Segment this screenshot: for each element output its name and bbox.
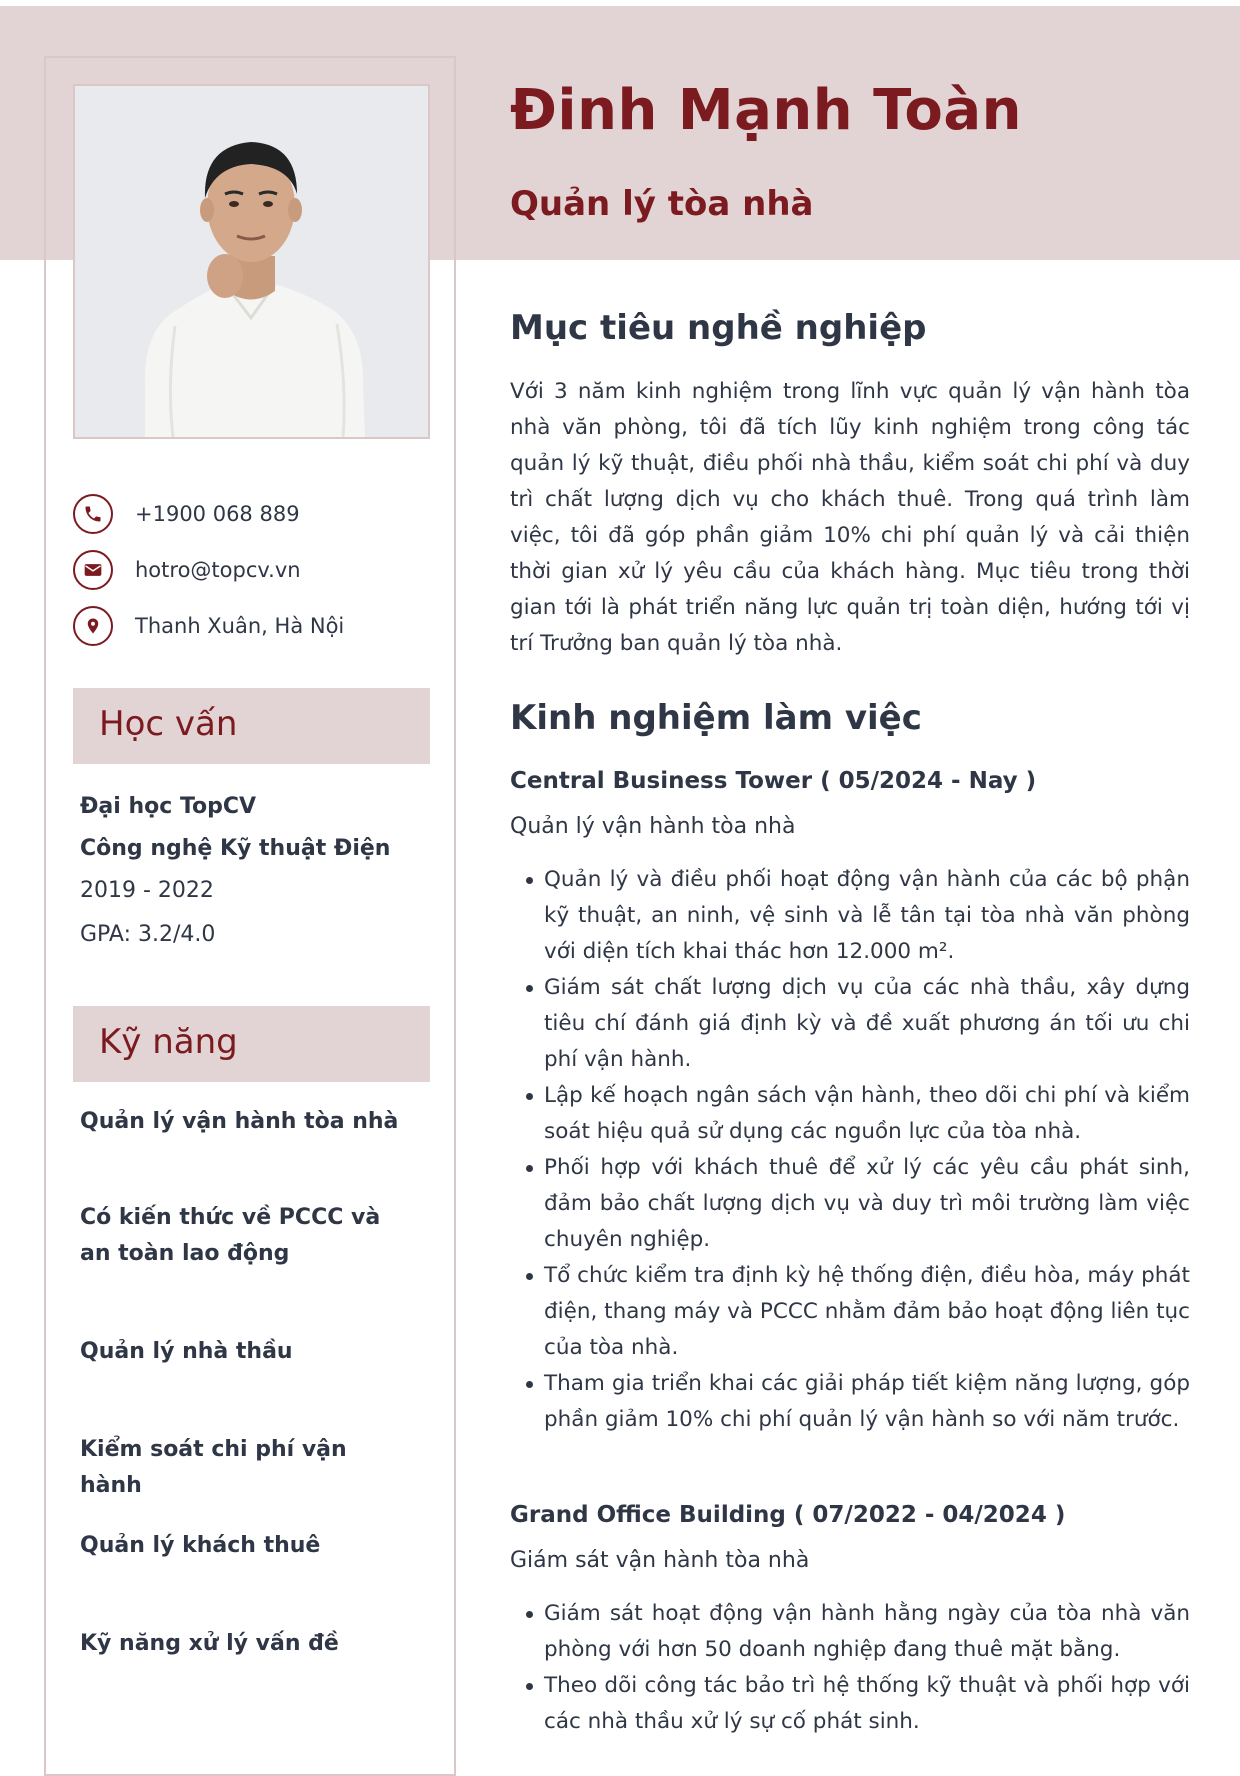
job-bullets [522, 862, 1190, 1438]
job-bullet: Giám sát hoạt động vận hành hằng ngày của tòa nhà văn phòng với hơn 50 doanh nghiệp đang thuê mặt bằng. [522, 1596, 1190, 1668]
job-company: Central Business Tower ( 05/2024 - Nay ) [510, 768, 1037, 794]
job-bullet: Lập kế hoạch ngân sách vận hành, theo dõi chi phí và kiểm soát hiệu quả sử dụng các nguồn lực của tòa nhà. [522, 1078, 1190, 1150]
job-bullet: Giám sát chất lượng dịch vụ của các nhà thầu, xây dựng tiêu chí đánh giá định kỳ và đề xuất phương án tối ưu chi phí vận hành. [522, 970, 1190, 1078]
contact-location [73, 606, 433, 652]
candidate-title: Quản lý tòa nhà [510, 184, 814, 224]
objective-heading: Mục tiêu nghề nghiệp [510, 308, 927, 348]
phone-text: +1900 068 889 [135, 502, 300, 526]
location-text: Thanh Xuân, Hà Nội [135, 614, 345, 638]
education-gpa: GPA: 3.2/4.0 [80, 922, 216, 947]
job-company: Grand Office Building ( 07/2022 - 04/2024 ) [510, 1502, 1066, 1528]
skill-item: Quản lý nhà thầu [80, 1339, 293, 1364]
job-bullet: Phối hợp với khách thuê để xử lý các yêu cầu phát sinh, đảm bảo chất lượng dịch vụ và duy trì môi trường làm việc chuyên nghiệp. [522, 1150, 1190, 1258]
education-heading-box [73, 688, 430, 764]
job-bullets [522, 1596, 1190, 1740]
education-heading: Học vấn [99, 704, 238, 744]
email-text: hotro@topcv.vn [135, 558, 301, 582]
profile-photo [73, 84, 430, 439]
experience-heading: Kinh nghiệm làm việc [510, 698, 922, 738]
contact-email [73, 550, 433, 596]
skills-heading-box [73, 1006, 430, 1082]
skill-item: Quản lý khách thuê [80, 1533, 321, 1558]
job-bullet: Theo dõi công tác bảo trì hệ thống kỹ thuật và phối hợp với các nhà thầu xử lý sự cố phát sinh. [522, 1668, 1190, 1740]
skill-item: Kiểm soát chi phí vận hành [80, 1437, 347, 1498]
job-bullet: Quản lý và điều phối hoạt động vận hành của các bộ phận kỹ thuật, an ninh, vệ sinh và lễ tân tại tòa nhà văn phòng với diện tích khai thác hơn 12.000 m². [522, 862, 1190, 970]
education-school: Đại học TopCV [80, 794, 257, 819]
education-years: 2019 - 2022 [80, 878, 214, 903]
contact-phone [73, 494, 433, 540]
skill-item: Kỹ năng xử lý vấn đề [80, 1631, 339, 1656]
objective-text: Với 3 năm kinh nghiệm trong lĩnh vực quản lý vận hành tòa nhà văn phòng, tôi đã tích lũy kinh nghiệm trong công tác quản lý kỹ thuật, điều phối nhà thầu, kiểm soát chi phí và duy trì chất lượng dịch vụ cho khách thuê. Trong quá trình làm việc, tôi đã góp phần giảm 10% chi phí quản lý và cải thiện thời gian xử lý yêu cầu của khách hàng. Mục tiêu trong thời gian tới là phát triển năng lực quản trị toàn diện, hướng tới vị trí Trưởng ban quản lý tòa nhà. [510, 379, 1190, 656]
phone-icon [73, 494, 113, 534]
job-bullet: Tham gia triển khai các giải pháp tiết kiệm năng lượng, góp phần giảm 10% chi phí quản lý vận hành so với năm trước. [522, 1366, 1190, 1438]
email-icon [73, 550, 113, 590]
skills-heading: Kỹ năng [99, 1022, 238, 1062]
location-pin-icon [73, 606, 113, 646]
education-major: Công nghệ Kỹ thuật Điện [80, 836, 391, 861]
job-bullet: Tổ chức kiểm tra định kỳ hệ thống điện, điều hòa, máy phát điện, thang máy và PCCC nhằm đảm bảo hoạt động liên tục của tòa nhà. [522, 1258, 1190, 1366]
job-role: Giám sát vận hành tòa nhà [510, 1548, 810, 1573]
job-role: Quản lý vận hành tòa nhà [510, 814, 796, 839]
skill-item: Quản lý vận hành tòa nhà [80, 1109, 399, 1134]
skill-item: Có kiến thức về PCCC và an toàn lao động [80, 1205, 381, 1266]
candidate-name: Đinh Mạnh Toàn [510, 78, 1022, 143]
